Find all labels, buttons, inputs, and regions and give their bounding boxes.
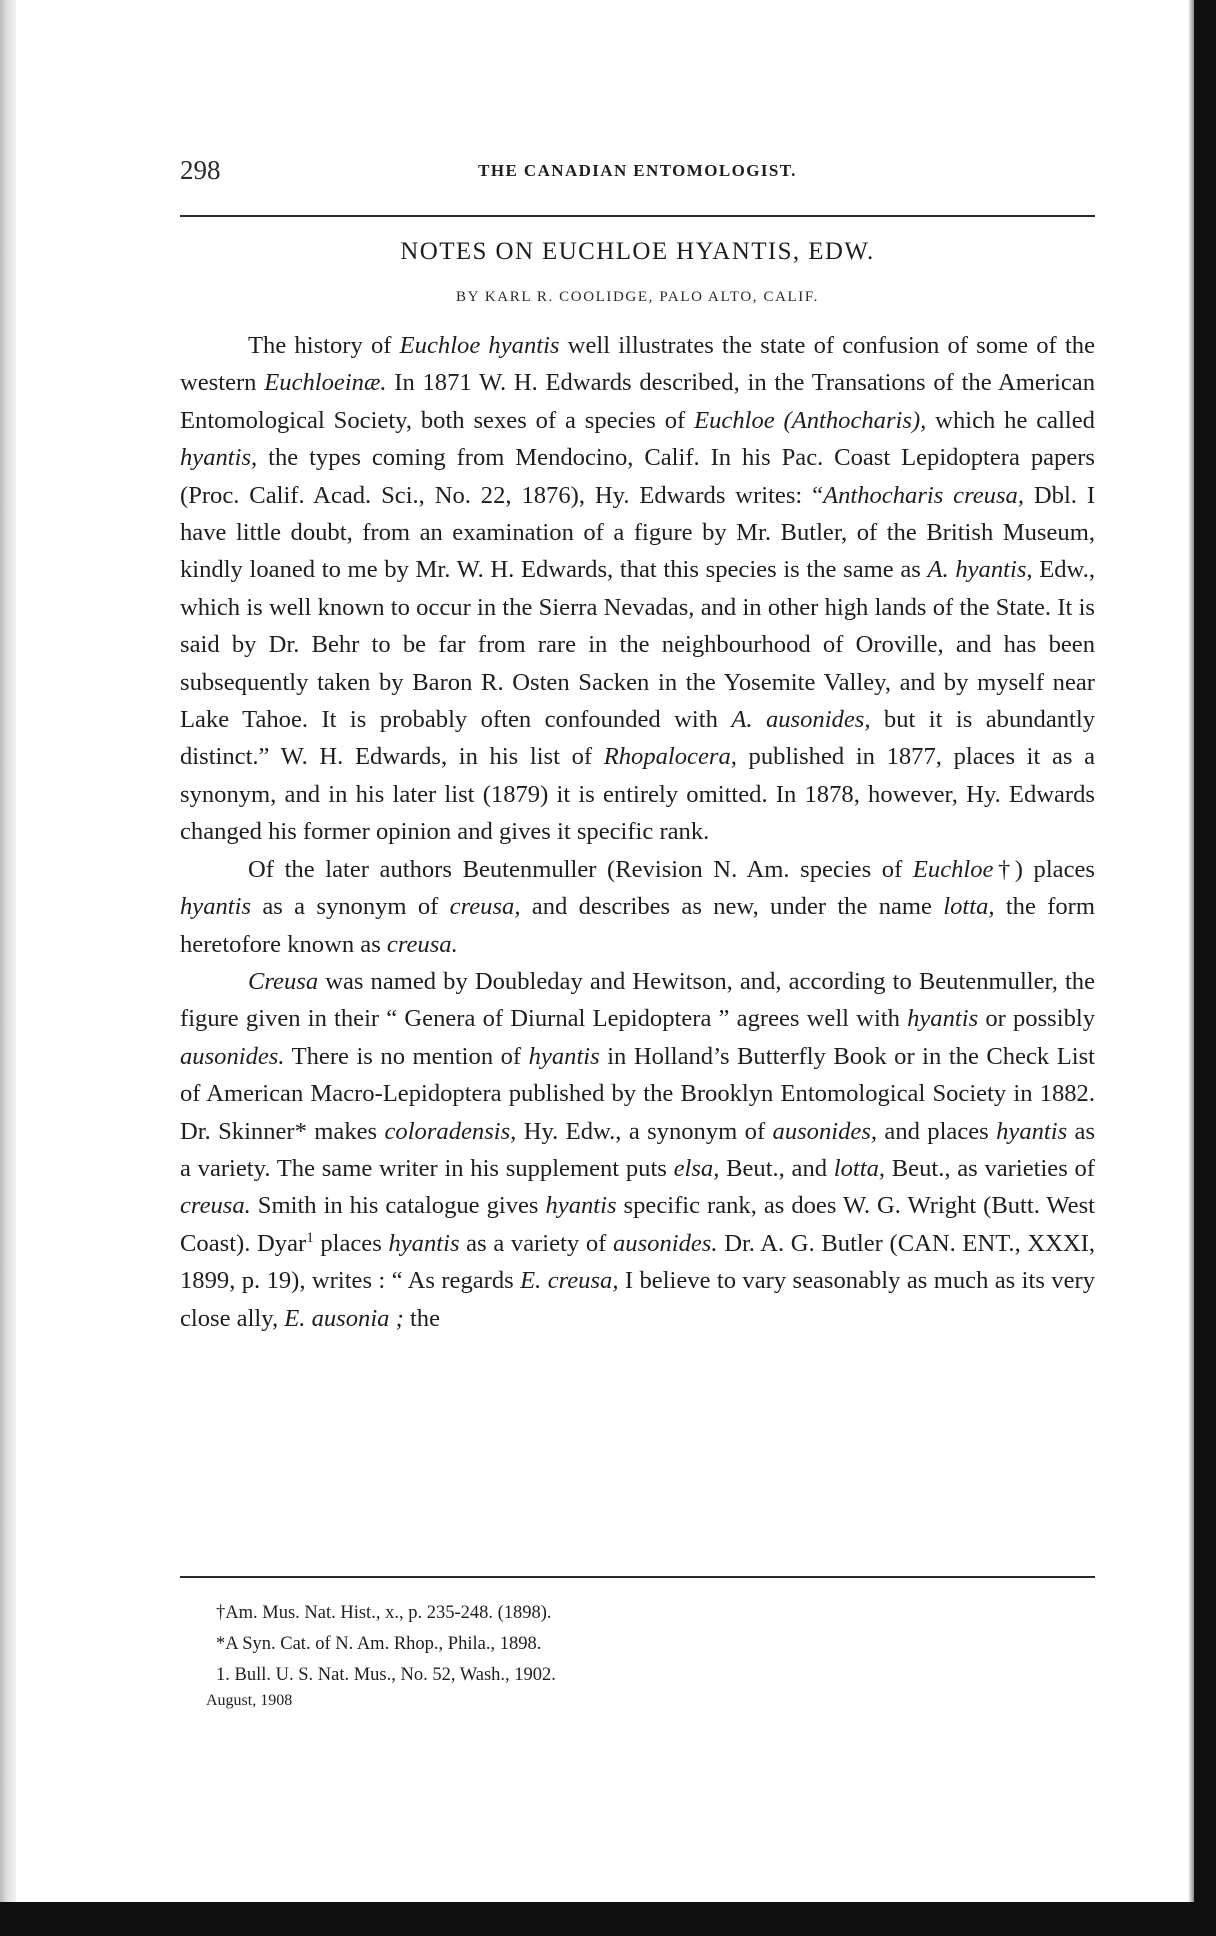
italic-run: ausonides. — [180, 1042, 285, 1070]
text-run: but it is abundantly distinct.” W. H. Edwards, in his list of — [180, 706, 1096, 771]
body-paragraph — [180, 963, 1095, 1337]
text-run: the — [403, 1304, 441, 1332]
text-run: well illustrates the state of confusion of some of the western — [180, 332, 1095, 397]
italic-run: Euchloe — [912, 855, 994, 883]
text-run: the types coming from Mendocino, Calif. In his Pac. Coast Lepidoptera papers (Proc. Calif. Acad. Sci., No. 22, 1876), Hy. Edwards writes: “ — [180, 444, 1095, 509]
text-run: the form heretofore known as — [180, 893, 1095, 958]
italic-run: hyantis — [528, 1042, 600, 1070]
text-run: There is no mention of — [284, 1042, 529, 1070]
text-run: was named by Doubleday and Hewitson, and, according to Beutenmuller, the figure given in their “ Genera of Diurnal Lepidoptera ” agrees well with — [180, 967, 1095, 1033]
footnote-asterisk: *A Syn. Cat. of N. Am. Rhop., Phila., 1898. — [216, 1634, 542, 1654]
text-run: and describes as new, under the name — [520, 893, 944, 921]
text-run: Dr. A. G. Butler (CAN. ENT., XXXI, 1899, p. 19), writes : “ As regards — [180, 1229, 1095, 1295]
text-run: Beut., as varieties of — [885, 1154, 1095, 1182]
text-run: The history of — [248, 332, 400, 359]
footnote-one: 1. Bull. U. S. Nat. Mus., No. 52, Wash., 1902. — [216, 1665, 556, 1685]
italic-run: lotta, — [833, 1154, 886, 1182]
italic-run: hyantis — [388, 1229, 460, 1257]
italic-run: ausonides. — [613, 1229, 718, 1257]
article-byline: BY KARL R. COOLIDGE, PALO ALTO, CALIF. — [456, 289, 819, 305]
header-rule — [180, 215, 1095, 217]
italic-run: creusa. — [180, 1192, 251, 1220]
italic-run: Euchloe hyantis — [399, 332, 560, 359]
text-run: specific rank, as does W. G. Wright (Butt. West Coast). Dyar — [180, 1192, 1095, 1257]
italic-run: Euchloe (Anthocharis), — [694, 406, 927, 434]
italic-run: hyantis, — [180, 444, 258, 472]
italic-run: Euchloeinæ. — [264, 369, 387, 397]
italic-run: A. hyantis, — [927, 556, 1033, 584]
italic-run: hyantis — [996, 1117, 1068, 1145]
text-run: Of the later authors Beutenmuller (Revision N. Am. species of — [248, 855, 913, 883]
footnote-dagger: †Am. Mus. Nat. Hist., x., p. 235-248. (1898). — [216, 1603, 552, 1623]
italic-run: E. creusa, — [520, 1267, 619, 1295]
body-paragraph — [180, 327, 1095, 851]
running-title: THE CANADIAN ENTOMOLOGIST. — [478, 161, 797, 180]
footnote-rule — [180, 1576, 1095, 1578]
italic-run: E. ausonia ; — [284, 1304, 404, 1332]
issue-date: August, 1908 — [206, 1692, 293, 1709]
text-run: Smith in his catalogue gives — [250, 1192, 546, 1220]
italic-run: elsa, — [673, 1154, 720, 1182]
italic-run: hyantis — [907, 1005, 979, 1033]
italic-run: Anthocharis creusa, — [823, 481, 1024, 509]
text-run: Dbl. I have little doubt, from an examination of a figure by Mr. Butler, of the British Museum, kindly loaned to me by Mr. W. H. Edwards, that this species is the same as — [180, 481, 1096, 584]
article-body — [180, 327, 1095, 1337]
text-run: published in 1877, places it as a synonym, and in his later list (1879) it is entirely omitted. In 1878, however, Hy. Edwards changed his former opinion and gives it specific rank. — [180, 743, 1095, 846]
footnote-ref: 1 — [306, 1229, 314, 1246]
text-run: in Holland’s Butterfly Book or in the Check List of American Macro-Lepidoptera published by the Brooklyn Entomological Society in 1882. Dr. Skinner* makes — [180, 1042, 1095, 1145]
text-run: Edw., which is well known to occur in the Sierra Nevadas, and in other high lands of the State. It is said by Dr. Behr to be far from rare in the neighbourhood of Oroville, and has been subsequently taken by Baron R. Osten Sacken in the Yosemite Valley, and by myself near Lake Tahoe. It is probably often confounded with — [180, 556, 1096, 734]
text-run: I believe to vary seasonably as much as its very close ally, — [180, 1267, 1095, 1332]
italic-run: ausonides, — [772, 1117, 878, 1145]
text-run: In 1871 W. H. Edwards described, in the Transations of the American Entomological Society, both sexes of a species of — [180, 369, 1095, 434]
footnotes — [216, 1598, 1076, 1691]
article-title: NOTES ON EUCHLOE HYANTIS, EDW. — [400, 238, 875, 265]
text-run: as a synonym of — [251, 893, 450, 921]
italic-run: creusa. — [386, 930, 458, 958]
text-run: †) places — [993, 855, 1095, 883]
text-run: as a variety of — [459, 1229, 613, 1257]
text-run: as a variety. The same writer in his supplement puts — [180, 1117, 1096, 1182]
body-paragraph — [180, 851, 1095, 963]
italic-run: lotta, — [943, 893, 995, 921]
text-run: which he called — [926, 406, 1095, 434]
italic-run: hyantis — [180, 893, 252, 921]
italic-run: hyantis — [545, 1192, 617, 1220]
page-header — [180, 155, 1095, 195]
text-run: Beut., and — [719, 1154, 834, 1182]
italic-run: coloradensis, — [384, 1117, 517, 1145]
scan-edge-bottom — [0, 1902, 1216, 1936]
italic-run: Rhopalocera, — [603, 743, 737, 771]
text-run: and places — [877, 1117, 997, 1145]
italic-run: creusa, — [449, 893, 521, 921]
text-run: places — [313, 1229, 389, 1257]
page-number: 298 — [180, 155, 221, 185]
italic-run: A. ausonides, — [731, 706, 871, 734]
scan-edge-right — [1194, 0, 1216, 1936]
text-run: Hy. Edw., a synonym of — [516, 1117, 773, 1145]
text-run: or possibly — [978, 1005, 1095, 1033]
scan-edge-left — [0, 0, 16, 1936]
italic-run: Creusa — [248, 967, 319, 995]
